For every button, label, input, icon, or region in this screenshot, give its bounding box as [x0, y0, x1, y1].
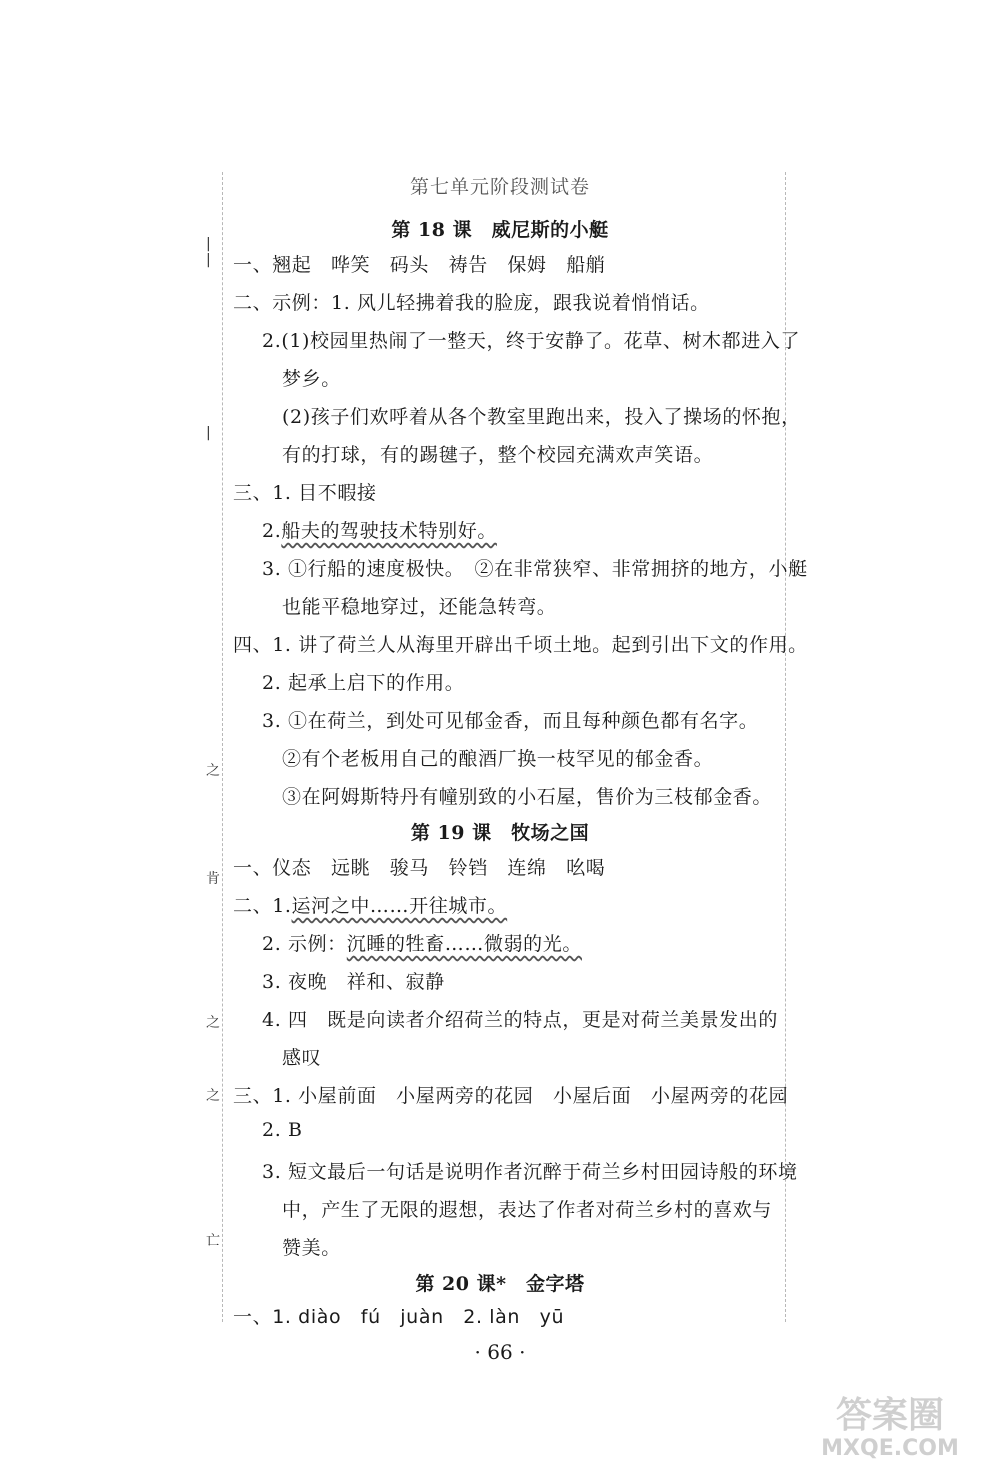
l18-q2-2d: 有的打球，有的踢毽子，整个校园充满欢声笑语。	[282, 444, 714, 466]
edge-mark: |	[206, 252, 211, 268]
l19-q2-1-num: 二、1.	[233, 895, 292, 917]
l19-q2-1-text: 运河之中……开往城市。	[291, 895, 508, 917]
l18-q4-3c: ③在阿姆斯特丹有幢别致的小石屋，售价为三枝郁金香。	[282, 786, 773, 808]
l19-q2-1	[233, 891, 507, 918]
l19-q2-4b: 感叹	[282, 1047, 322, 1069]
l18-q2-1: 二、示例：1. 风儿轻拂着我的脸庞，跟我说着悄悄话。	[233, 292, 710, 314]
edge-mark: |	[206, 236, 211, 252]
l19-q3-3b: 中，产生了无限的遐想，表达了作者对荷兰乡村的喜欢与	[282, 1199, 773, 1221]
page-number: · 66 ·	[474, 1340, 526, 1364]
edge-mark: 肯	[206, 871, 220, 887]
watermark-logo	[800, 1389, 980, 1459]
l19-q2-2	[262, 929, 582, 956]
lesson-20-title: 第 20 课* 金字塔	[415, 1273, 585, 1295]
l18-q3-3b: 也能平稳地穿过，还能急转弯。	[282, 596, 557, 618]
l18-q3-2-num: 2.	[262, 520, 282, 542]
lesson-19-title: 第 19 课 牧场之国	[410, 822, 590, 844]
l18-q3-1: 三、1. 目不暇接	[233, 482, 377, 504]
l20-q1: 一、1. diào fú juàn 2. làn yū	[233, 1306, 565, 1328]
l19-q3-3a: 3. 短文最后一句话是说明作者沉醉于荷兰乡村田园诗般的环境	[262, 1161, 798, 1183]
l18-q2-2a: 2.(1)校园里热闹了一整天，终于安静了。花草、树木都进入了	[262, 330, 801, 352]
edge-mark: 之	[206, 1015, 220, 1031]
l18-q1: 一、翘起 哗笑 码头 祷告 保姆 船艄	[233, 254, 606, 276]
l19-q2-2-num: 2. 示例：	[262, 933, 347, 955]
l19-q2-4a: 4. 四 既是向读者介绍荷兰的特点，更是对荷兰美景发出的	[262, 1009, 778, 1031]
edge-mark: 亡	[206, 1233, 220, 1249]
edge-mark: 之	[206, 763, 220, 779]
edge-mark: 之	[206, 1088, 220, 1104]
l18-q4-2: 2. 起承上启下的作用。	[262, 672, 465, 694]
lesson-18-title: 第 18 课 威尼斯的小艇	[391, 219, 609, 241]
edge-mark: |	[206, 425, 211, 441]
watermark-line2: MXQE.COM	[821, 1436, 959, 1459]
l18-q2-2c: (2)孩子们欢呼着从各个教室里跑出来，投入了操场的怀抱，	[282, 406, 801, 428]
l19-q1: 一、仪态 远眺 骏马 铃铛 连绵 吆喝	[233, 857, 606, 879]
watermark-line1: 答案圈	[835, 1395, 945, 1436]
l18-q3-2-text: 船夫的驾驶技术特别好。	[281, 520, 497, 542]
l19-q3-1: 三、1. 小屋前面 小屋两旁的花园 小屋后面 小屋两旁的花园	[233, 1085, 789, 1107]
l19-q3-2: 2. B	[262, 1119, 303, 1141]
l18-q4-3a: 3. ①在荷兰，到处可见郁金香，而且每种颜色都有名字。	[262, 710, 759, 732]
l19-q2-3: 3. 夜晚 祥和、寂静	[262, 971, 445, 993]
unit-title: 第七单元阶段测试卷	[409, 176, 590, 198]
l18-q4-1: 四、1. 讲了荷兰人从海里开辟出千顷土地。起到引出下文的作用。	[233, 634, 808, 656]
l19-q3-3c: 赞美。	[282, 1237, 341, 1259]
l18-q4-3b: ②有个老板用自己的酿酒厂换一枝罕见的郁金香。	[282, 748, 714, 770]
l18-q2-2b: 梦乡。	[282, 368, 341, 390]
l19-q2-2-text: 沉睡的牲畜……微弱的光。	[346, 933, 582, 955]
l18-q3-3a: 3. ①行船的速度极快。 ②在非常狭窄、非常拥挤的地方，小艇	[262, 558, 808, 580]
l18-q3-2	[262, 516, 497, 543]
